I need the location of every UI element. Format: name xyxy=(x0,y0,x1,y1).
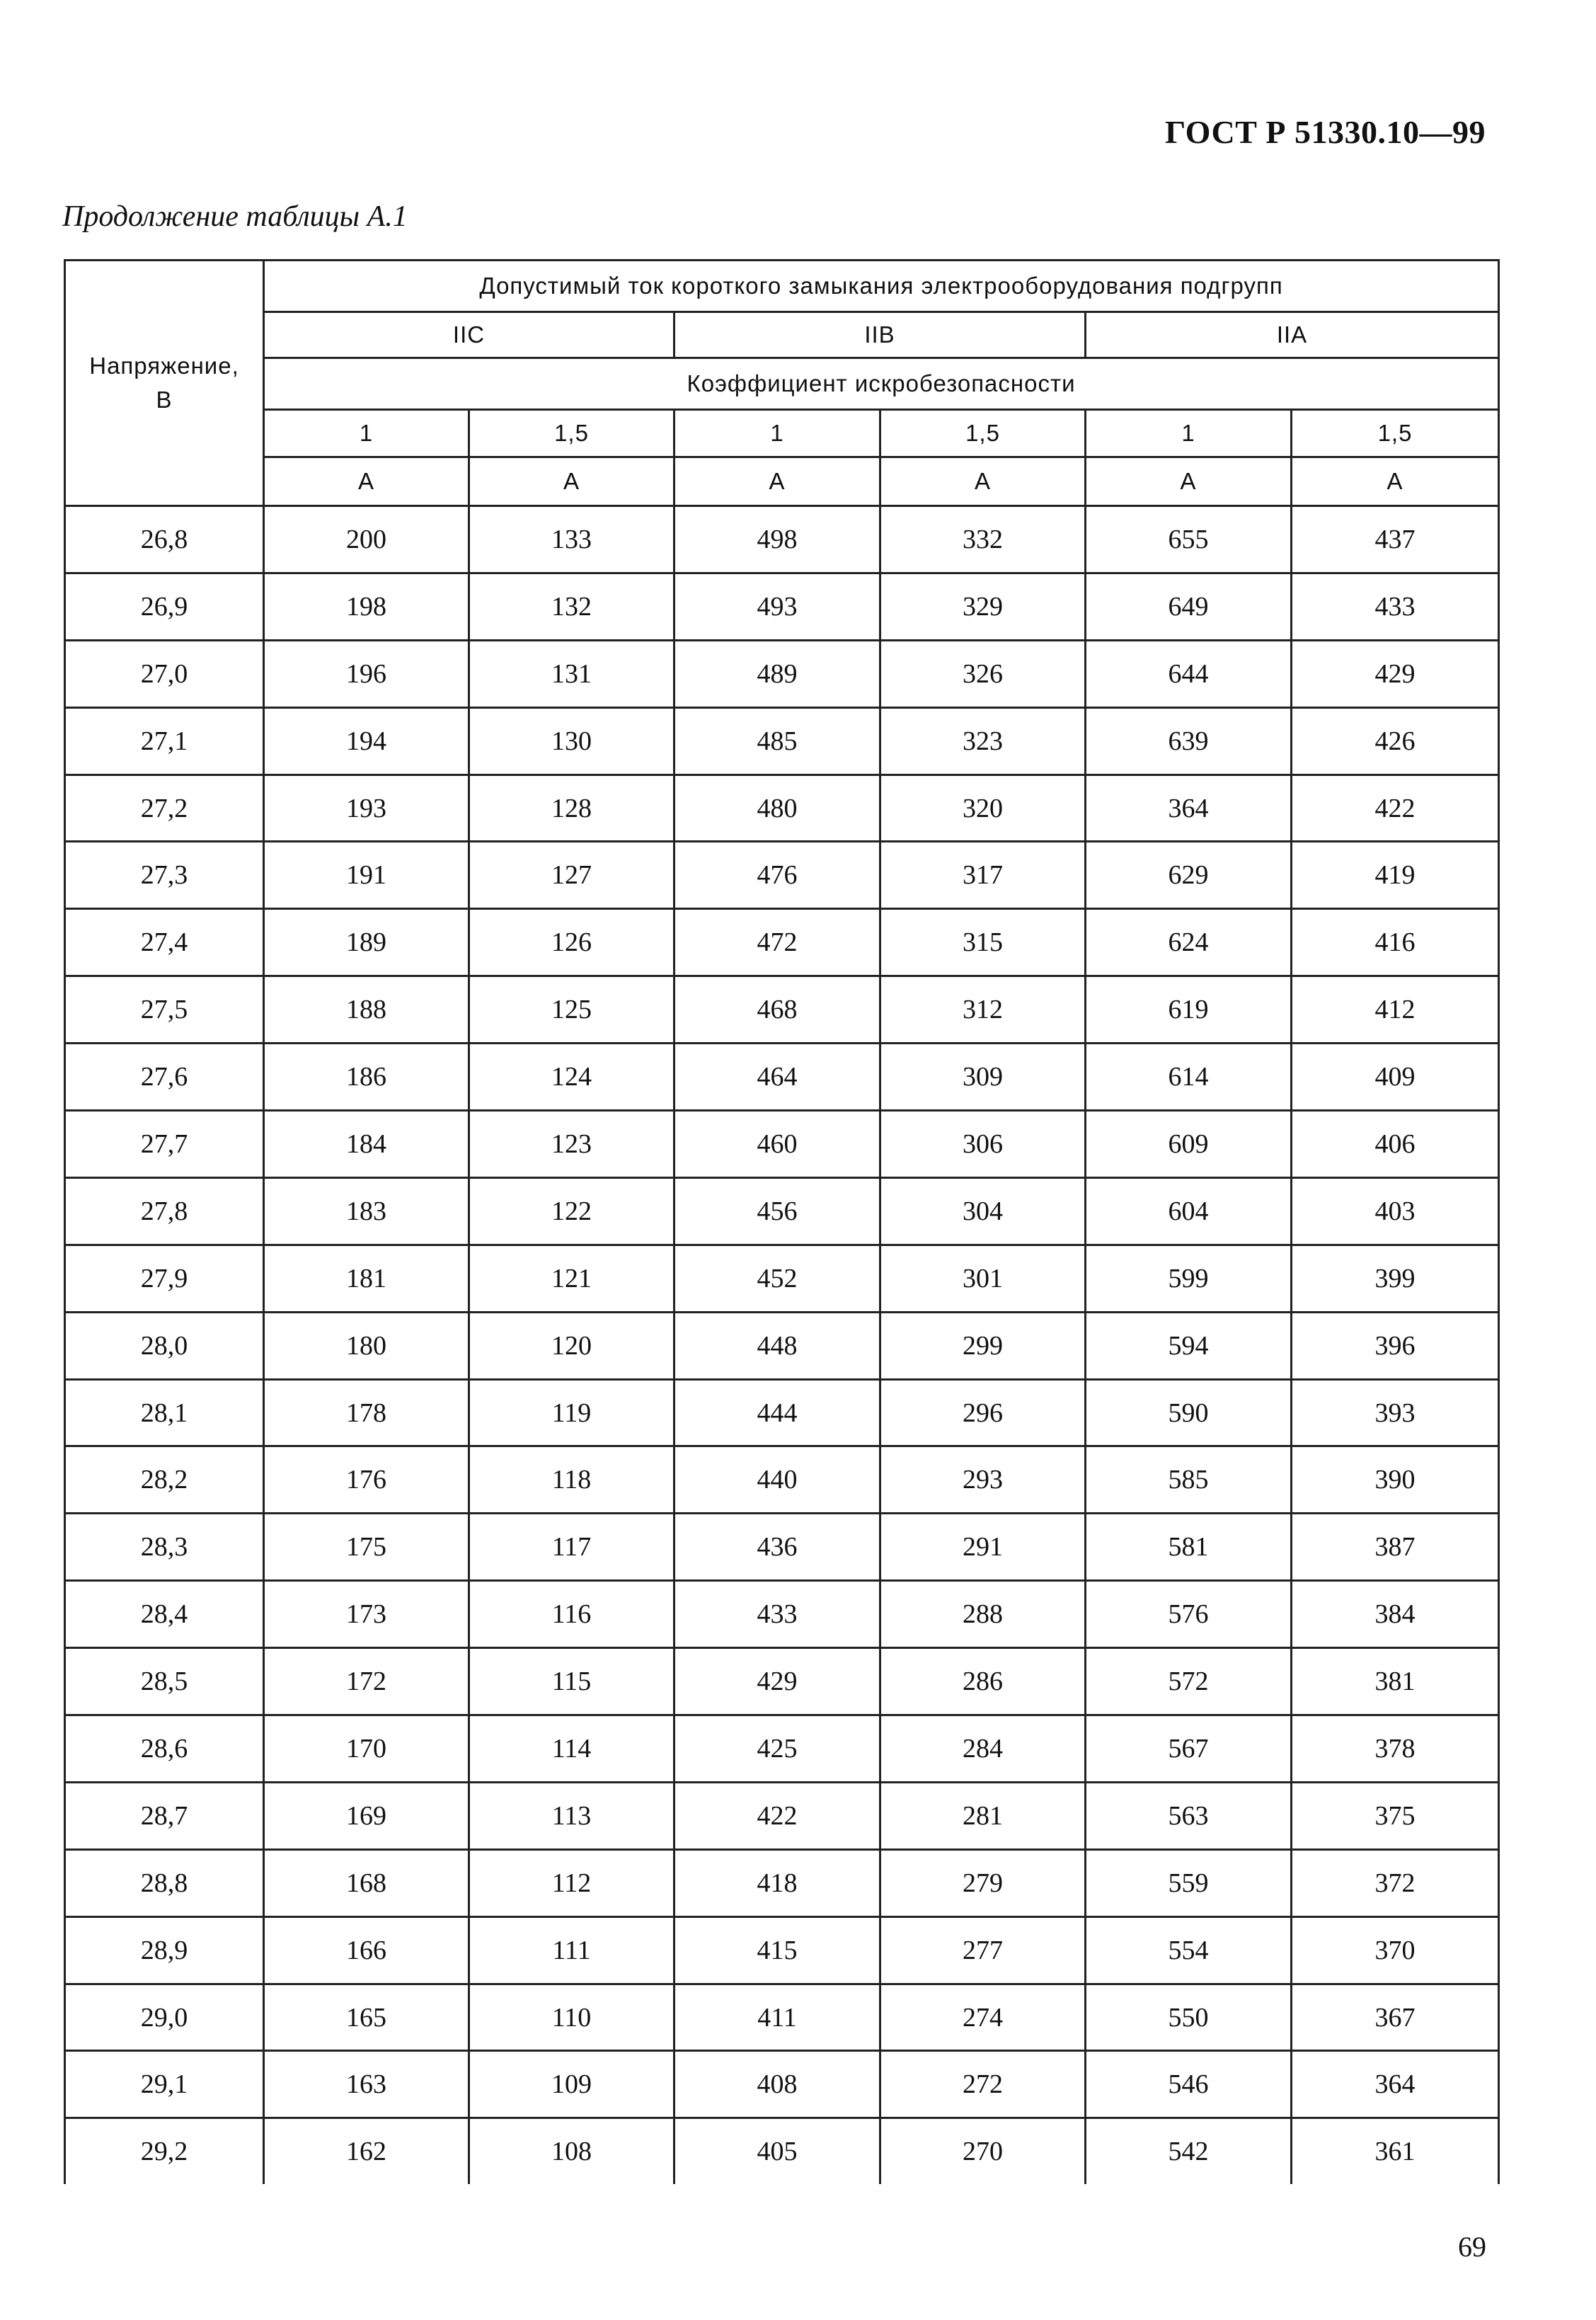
iic-k1-cell: 184 xyxy=(264,1111,469,1178)
iib-k1-cell: 485 xyxy=(674,707,880,775)
iic-k15-cell: 114 xyxy=(469,1715,674,1783)
coefficient-value: 1 xyxy=(264,410,469,457)
coefficient-value: 1,5 xyxy=(469,410,674,457)
iib-k1-cell: 425 xyxy=(674,1715,880,1783)
iic-k15-cell: 108 xyxy=(469,2118,674,2184)
table-row xyxy=(65,1715,1499,1783)
table-row xyxy=(65,1446,1499,1514)
voltage-cell: 28,6 xyxy=(65,1715,264,1783)
table-row xyxy=(65,775,1499,842)
iic-k15-cell: 109 xyxy=(469,2051,674,2118)
iib-k15-cell: 272 xyxy=(880,2051,1086,2118)
table-row xyxy=(65,1245,1499,1312)
iib-k15-cell: 326 xyxy=(880,640,1086,707)
current-limit-table xyxy=(64,259,1500,2184)
voltage-cell: 27,9 xyxy=(65,1245,264,1312)
voltage-cell: 28,4 xyxy=(65,1581,264,1648)
iib-k1-cell: 456 xyxy=(674,1177,880,1245)
iib-k15-cell: 270 xyxy=(880,2118,1086,2184)
voltage-cell: 27,4 xyxy=(65,909,264,976)
iib-k15-cell: 293 xyxy=(880,1446,1086,1514)
voltage-cell: 28,7 xyxy=(65,1782,264,1849)
iib-k1-cell: 464 xyxy=(674,1044,880,1111)
iic-k1-cell: 180 xyxy=(264,1312,469,1379)
iib-k1-cell: 405 xyxy=(674,2118,880,2184)
subgroup-header-iic: IIC xyxy=(264,312,674,358)
iia-k1-cell: 546 xyxy=(1086,2051,1292,2118)
iib-k1-cell: 448 xyxy=(674,1312,880,1379)
iib-k1-cell: 429 xyxy=(674,1648,880,1715)
iia-k15-cell: 372 xyxy=(1292,1849,1499,1916)
iic-k1-cell: 169 xyxy=(264,1782,469,1849)
iia-k15-cell: 403 xyxy=(1292,1177,1499,1245)
iic-k15-cell: 123 xyxy=(469,1111,674,1178)
coefficient-value: 1 xyxy=(1086,410,1292,457)
iib-k15-cell: 281 xyxy=(880,1782,1086,1849)
group-header: Допустимый ток короткого замыкания электрооборудования подгрупп xyxy=(264,261,1499,312)
iia-k1-cell: 599 xyxy=(1086,1245,1292,1312)
coefficient-value: 1,5 xyxy=(880,410,1086,457)
iib-k1-cell: 460 xyxy=(674,1111,880,1178)
voltage-cell: 27,5 xyxy=(65,976,264,1044)
table-header xyxy=(65,261,1499,506)
unit-label: А xyxy=(264,457,469,506)
table-row xyxy=(65,909,1499,976)
iib-k15-cell: 312 xyxy=(880,976,1086,1044)
table-row xyxy=(65,976,1499,1044)
iia-k1-cell: 364 xyxy=(1086,775,1292,842)
iia-k15-cell: 412 xyxy=(1292,976,1499,1044)
document-id: ГОСТ Р 51330.10—99 xyxy=(1165,114,1486,150)
iib-k1-cell: 493 xyxy=(674,573,880,640)
iic-k15-cell: 128 xyxy=(469,775,674,842)
iib-k1-cell: 468 xyxy=(674,976,880,1044)
iia-k1-cell: 559 xyxy=(1086,1849,1292,1916)
iib-k15-cell: 296 xyxy=(880,1379,1086,1446)
table-body xyxy=(65,506,1499,2185)
iia-k1-cell: 581 xyxy=(1086,1514,1292,1581)
voltage-cell: 27,3 xyxy=(65,842,264,909)
table-row xyxy=(65,1984,1499,2051)
iia-k15-cell: 429 xyxy=(1292,640,1499,707)
table-row xyxy=(65,573,1499,640)
iia-k15-cell: 426 xyxy=(1292,707,1499,775)
iic-k15-cell: 115 xyxy=(469,1648,674,1715)
coefficient-value: 1,5 xyxy=(1292,410,1499,457)
iia-k1-cell: 649 xyxy=(1086,573,1292,640)
iia-k1-cell: 604 xyxy=(1086,1177,1292,1245)
voltage-cell: 29,2 xyxy=(65,2118,264,2184)
iic-k15-cell: 125 xyxy=(469,976,674,1044)
iic-k1-cell: 163 xyxy=(264,2051,469,2118)
iib-k15-cell: 320 xyxy=(880,775,1086,842)
table-row xyxy=(65,707,1499,775)
iib-k1-cell: 498 xyxy=(674,506,880,573)
unit-label: А xyxy=(1086,457,1292,506)
voltage-cell: 27,8 xyxy=(65,1177,264,1245)
iic-k1-cell: 173 xyxy=(264,1581,469,1648)
iic-k15-cell: 112 xyxy=(469,1849,674,1916)
iib-k15-cell: 279 xyxy=(880,1849,1086,1916)
iib-k15-cell: 299 xyxy=(880,1312,1086,1379)
iib-k1-cell: 489 xyxy=(674,640,880,707)
iia-k15-cell: 390 xyxy=(1292,1446,1499,1514)
voltage-cell: 27,7 xyxy=(65,1111,264,1178)
iib-k15-cell: 286 xyxy=(880,1648,1086,1715)
voltage-cell: 28,1 xyxy=(65,1379,264,1446)
iia-k15-cell: 384 xyxy=(1292,1581,1499,1648)
iib-k1-cell: 452 xyxy=(674,1245,880,1312)
iia-k1-cell: 572 xyxy=(1086,1648,1292,1715)
iib-k15-cell: 288 xyxy=(880,1581,1086,1648)
iia-k15-cell: 409 xyxy=(1292,1044,1499,1111)
iic-k15-cell: 119 xyxy=(469,1379,674,1446)
subgroup-header-iib: IIB xyxy=(674,312,1086,358)
iic-k15-cell: 122 xyxy=(469,1177,674,1245)
table-row xyxy=(65,506,1499,573)
iia-k1-cell: 619 xyxy=(1086,976,1292,1044)
unit-label: А xyxy=(674,457,880,506)
voltage-cell: 26,9 xyxy=(65,573,264,640)
voltage-cell: 28,9 xyxy=(65,1916,264,1984)
iic-k1-cell: 170 xyxy=(264,1715,469,1783)
iia-k1-cell: 639 xyxy=(1086,707,1292,775)
coefficient-value: 1 xyxy=(674,410,880,457)
iib-k1-cell: 476 xyxy=(674,842,880,909)
iic-k1-cell: 186 xyxy=(264,1044,469,1111)
iia-k15-cell: 422 xyxy=(1292,775,1499,842)
table-row xyxy=(65,640,1499,707)
table-row xyxy=(65,1379,1499,1446)
iib-k1-cell: 440 xyxy=(674,1446,880,1514)
table-row xyxy=(65,2051,1499,2118)
iib-k15-cell: 323 xyxy=(880,707,1086,775)
voltage-cell: 26,8 xyxy=(65,506,264,573)
iia-k1-cell: 594 xyxy=(1086,1312,1292,1379)
iib-k15-cell: 317 xyxy=(880,842,1086,909)
iia-k15-cell: 433 xyxy=(1292,573,1499,640)
iia-k15-cell: 396 xyxy=(1292,1312,1499,1379)
voltage-header-unit: В xyxy=(156,387,173,413)
iic-k15-cell: 120 xyxy=(469,1312,674,1379)
iic-k15-cell: 132 xyxy=(469,573,674,640)
voltage-cell: 29,1 xyxy=(65,2051,264,2118)
iic-k15-cell: 111 xyxy=(469,1916,674,1984)
iic-k1-cell: 193 xyxy=(264,775,469,842)
iia-k1-cell: 629 xyxy=(1086,842,1292,909)
unit-label: А xyxy=(880,457,1086,506)
table-row xyxy=(65,1916,1499,1984)
iib-k15-cell: 277 xyxy=(880,1916,1086,1984)
iib-k15-cell: 309 xyxy=(880,1044,1086,1111)
table-row xyxy=(65,2118,1499,2184)
voltage-cell: 27,0 xyxy=(65,640,264,707)
iia-k15-cell: 370 xyxy=(1292,1916,1499,1984)
table-row xyxy=(65,842,1499,909)
table-row xyxy=(65,1177,1499,1245)
iic-k1-cell: 172 xyxy=(264,1648,469,1715)
iic-k15-cell: 133 xyxy=(469,506,674,573)
iic-k15-cell: 130 xyxy=(469,707,674,775)
iic-k15-cell: 131 xyxy=(469,640,674,707)
iib-k1-cell: 411 xyxy=(674,1984,880,2051)
iic-k1-cell: 175 xyxy=(264,1514,469,1581)
iia-k1-cell: 585 xyxy=(1086,1446,1292,1514)
iib-k1-cell: 422 xyxy=(674,1782,880,1849)
iib-k15-cell: 332 xyxy=(880,506,1086,573)
iic-k1-cell: 189 xyxy=(264,909,469,976)
iia-k1-cell: 644 xyxy=(1086,640,1292,707)
iia-k1-cell: 576 xyxy=(1086,1581,1292,1648)
iic-k1-cell: 176 xyxy=(264,1446,469,1514)
iia-k15-cell: 437 xyxy=(1292,506,1499,573)
iic-k1-cell: 178 xyxy=(264,1379,469,1446)
iib-k15-cell: 329 xyxy=(880,573,1086,640)
voltage-cell: 28,8 xyxy=(65,1849,264,1916)
iia-k1-cell: 624 xyxy=(1086,909,1292,976)
voltage-cell: 27,6 xyxy=(65,1044,264,1111)
iic-k1-cell: 200 xyxy=(264,506,469,573)
iia-k1-cell: 542 xyxy=(1086,2118,1292,2184)
table-container xyxy=(64,259,1498,2184)
iib-k1-cell: 480 xyxy=(674,775,880,842)
iic-k1-cell: 191 xyxy=(264,842,469,909)
subgroup-header-iia: IIA xyxy=(1086,312,1499,358)
iia-k1-cell: 614 xyxy=(1086,1044,1292,1111)
iib-k1-cell: 436 xyxy=(674,1514,880,1581)
iia-k15-cell: 406 xyxy=(1292,1111,1499,1178)
iib-k1-cell: 408 xyxy=(674,2051,880,2118)
iia-k1-cell: 567 xyxy=(1086,1715,1292,1783)
coefficient-header: Коэффициент искробезопасности xyxy=(264,358,1499,410)
iic-k1-cell: 188 xyxy=(264,976,469,1044)
iia-k15-cell: 419 xyxy=(1292,842,1499,909)
iia-k15-cell: 375 xyxy=(1292,1782,1499,1849)
iic-k15-cell: 113 xyxy=(469,1782,674,1849)
table-caption: Продолжение таблицы А.1 xyxy=(62,200,408,233)
iib-k15-cell: 304 xyxy=(880,1177,1086,1245)
iia-k1-cell: 554 xyxy=(1086,1916,1292,1984)
iib-k15-cell: 315 xyxy=(880,909,1086,976)
voltage-cell: 27,1 xyxy=(65,707,264,775)
voltage-cell: 28,2 xyxy=(65,1446,264,1514)
voltage-cell: 28,0 xyxy=(65,1312,264,1379)
iib-k15-cell: 291 xyxy=(880,1514,1086,1581)
iia-k1-cell: 609 xyxy=(1086,1111,1292,1178)
iia-k1-cell: 655 xyxy=(1086,506,1292,573)
iic-k15-cell: 124 xyxy=(469,1044,674,1111)
iib-k1-cell: 472 xyxy=(674,909,880,976)
iic-k15-cell: 118 xyxy=(469,1446,674,1514)
table-row xyxy=(65,1581,1499,1648)
iia-k15-cell: 367 xyxy=(1292,1984,1499,2051)
iib-k1-cell: 444 xyxy=(674,1379,880,1446)
iic-k15-cell: 126 xyxy=(469,909,674,976)
iic-k1-cell: 181 xyxy=(264,1245,469,1312)
iic-k1-cell: 183 xyxy=(264,1177,469,1245)
unit-label: А xyxy=(469,457,674,506)
table-row xyxy=(65,1312,1499,1379)
iia-k1-cell: 590 xyxy=(1086,1379,1292,1446)
table-row xyxy=(65,1111,1499,1178)
iic-k1-cell: 196 xyxy=(264,640,469,707)
iib-k15-cell: 284 xyxy=(880,1715,1086,1783)
iic-k1-cell: 165 xyxy=(264,1984,469,2051)
iib-k15-cell: 301 xyxy=(880,1245,1086,1312)
iic-k1-cell: 198 xyxy=(264,573,469,640)
iia-k1-cell: 550 xyxy=(1086,1984,1292,2051)
iia-k15-cell: 378 xyxy=(1292,1715,1499,1783)
table-row xyxy=(65,1044,1499,1111)
voltage-column-header xyxy=(65,261,264,506)
table-row xyxy=(65,1514,1499,1581)
unit-label: А xyxy=(1292,457,1499,506)
iib-k15-cell: 274 xyxy=(880,1984,1086,2051)
iic-k15-cell: 121 xyxy=(469,1245,674,1312)
voltage-cell: 29,0 xyxy=(65,1984,264,2051)
table-row xyxy=(65,1782,1499,1849)
voltage-header-label: Напряжение, xyxy=(89,353,239,379)
iic-k1-cell: 194 xyxy=(264,707,469,775)
iia-k1-cell: 563 xyxy=(1086,1782,1292,1849)
voltage-cell: 28,3 xyxy=(65,1514,264,1581)
iib-k15-cell: 306 xyxy=(880,1111,1086,1178)
page-number: 69 xyxy=(1458,2231,1486,2263)
table-row xyxy=(65,1849,1499,1916)
voltage-cell: 27,2 xyxy=(65,775,264,842)
iic-k1-cell: 168 xyxy=(264,1849,469,1916)
iia-k15-cell: 387 xyxy=(1292,1514,1499,1581)
iib-k1-cell: 415 xyxy=(674,1916,880,1984)
table-row xyxy=(65,1648,1499,1715)
iia-k15-cell: 416 xyxy=(1292,909,1499,976)
voltage-cell: 28,5 xyxy=(65,1648,264,1715)
iic-k15-cell: 117 xyxy=(469,1514,674,1581)
iia-k15-cell: 399 xyxy=(1292,1245,1499,1312)
iib-k1-cell: 418 xyxy=(674,1849,880,1916)
iic-k1-cell: 162 xyxy=(264,2118,469,2184)
iic-k1-cell: 166 xyxy=(264,1916,469,1984)
iia-k15-cell: 361 xyxy=(1292,2118,1499,2184)
iic-k15-cell: 116 xyxy=(469,1581,674,1648)
iia-k15-cell: 381 xyxy=(1292,1648,1499,1715)
iib-k1-cell: 433 xyxy=(674,1581,880,1648)
iic-k15-cell: 127 xyxy=(469,842,674,909)
iia-k15-cell: 364 xyxy=(1292,2051,1499,2118)
iia-k15-cell: 393 xyxy=(1292,1379,1499,1446)
iic-k15-cell: 110 xyxy=(469,1984,674,2051)
